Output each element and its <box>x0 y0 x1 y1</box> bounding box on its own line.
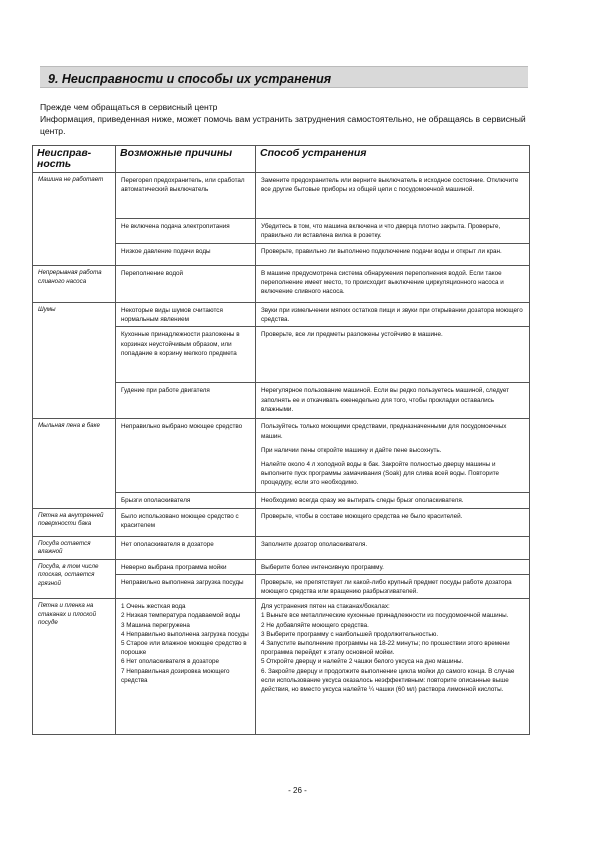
table-header-row <box>33 146 530 173</box>
solution-text: Пользуйтесь только моющими средствами, предназначенными для посудомоечных машин. <box>261 423 507 440</box>
solution-cell: В машине предусмотрена система обнаружения переполнения водой. Если такое переполнение имеет место, то происходит выключение циркуляционного насоса и включение сливного насоса. <box>256 266 530 303</box>
cause-cell: Было использовано моющее средство с красителем <box>116 508 256 536</box>
table-row <box>33 536 530 559</box>
problem-cell: Непрерывная работа сливного насоса <box>33 266 116 303</box>
cause-cell: Гудение при работе двигателя <box>116 383 256 419</box>
table-row <box>33 419 530 493</box>
table-row <box>33 303 530 327</box>
cause-cell: Неверно выбрана программа мойки <box>116 559 256 574</box>
problem-cell: Посуда, в том числе плоская, остается грязной <box>33 559 116 599</box>
cause-cell: Некоторые виды шумов считаются нормальным явлением <box>116 303 256 327</box>
header-problem: Неисправ-ность <box>33 146 116 173</box>
cause-item: 1 Очень жесткая вода <box>121 603 186 611</box>
table-row <box>33 508 530 536</box>
header-solutions: Способ устранения <box>256 146 530 173</box>
problem-cell: Пятна и пленка на стаканах и плоской посуде <box>33 599 116 735</box>
solution-cell: Нерегулярное пользование машиной. Если вы редко пользуетесь машиной, следует заполнять ее и откачивать еженедельно для того, чтобы прокладки оставались влажными. <box>256 383 530 419</box>
problem-cell: Пятна на внутренней поверхности бака <box>33 508 116 536</box>
solution-item: Для устранения пятен на стаканах/бокалах: <box>261 603 390 611</box>
cause-cell: Нет ополаскивателя в дозаторе <box>116 536 256 559</box>
cause-item: 5 Старое или влажное моющее средство в порошке <box>121 640 247 657</box>
solution-text: Налейте около 4 л холодной воды в бак. Закройте полностью дверцу машины и выполните пуск программы замачивания (Soak) для слива всей воды. Повторите процедуру, если это необходимо. <box>261 461 500 487</box>
cause-item: 6 Нет ополаскивателя в дозаторе <box>121 658 219 666</box>
intro-text <box>40 101 530 137</box>
cause-cell: Кухонные принадлежности разложены в корзинах неустойчивым образом, или попадание в корзину мелкого предмета <box>116 327 256 383</box>
table-row <box>33 599 530 735</box>
solution-item: 4 Запустите выполнение программы на 18-22 минуты; по прошествии этого времени программа перейдет к этапу основной мойки. <box>261 640 510 657</box>
solution-cell <box>256 419 530 493</box>
solution-cell: Замените предохранитель или верните выключатель в исходное состояние. Отключите все другие бытовые приборы из общей цепи с посудомоечной машиной. <box>256 173 530 219</box>
solution-cell: Убедитесь в том, что машина включена и что дверца плотно закрыта. Проверьте, правильно ли вставлена вилка в розетку. <box>256 219 530 244</box>
solution-cell: Проверьте, чтобы в составе моющего средства не было красителей. <box>256 508 530 536</box>
cause-item: 2 Низкая температура подаваемой воды <box>121 612 241 620</box>
solution-item: 2 Не добавляйте моющего средства. <box>261 621 369 629</box>
solution-cell: Проверьте, все ли предметы разложены устойчиво в машине. <box>256 327 530 383</box>
solution-item: 1 Выньте все металлические кухонные принадлежности из посудомоечной машины. <box>261 612 509 620</box>
problem-cell: Шумы <box>33 303 116 419</box>
cause-cell: Низкое давление подачи воды <box>116 244 256 266</box>
problem-cell: Посуда остается влажной <box>33 536 116 559</box>
problem-cell: Машина не работает <box>33 173 116 266</box>
solution-cell: Проверьте, правильно ли выполнено подключение подачи воды и открыт ли кран. <box>256 244 530 266</box>
section-title: 9. Неисправности и способы их устранения <box>48 72 332 86</box>
table-row <box>33 266 530 303</box>
header-causes: Возможные причины <box>116 146 256 173</box>
solution-item: 5 Откройте дверцу и налейте 2 чашки белого уксуса на дно машины. <box>261 658 464 666</box>
solution-cell: Необходимо всегда сразу же вытирать следы брызг ополаскивателя. <box>256 493 530 508</box>
cause-cell: Перегорел предохранитель, или сработал автоматический выключатель <box>116 173 256 219</box>
solution-cell: Звуки при измельчении мягких остатков пищи и звуки при открывании дозатора моющего средства. <box>256 303 530 327</box>
cause-cell: Брызги ополаскивателя <box>116 493 256 508</box>
cause-cell <box>116 599 256 735</box>
cause-cell: Не включена подача электропитания <box>116 219 256 244</box>
cause-cell: Неправильно выбрано моющее средство <box>116 419 256 493</box>
cause-cell: Переполнение водой <box>116 266 256 303</box>
page-number: - 26 - <box>288 786 307 795</box>
table-row <box>33 173 530 219</box>
cause-item: 4 Неправильно выполнена загрузка посуды <box>121 630 249 638</box>
solution-cell <box>256 599 530 735</box>
table-row <box>33 559 530 574</box>
solution-cell: Заполните дозатор ополаскивателя. <box>256 536 530 559</box>
section-header <box>40 66 528 88</box>
solution-text: При наличии пены откройте машину и дайте пене высохнуть. <box>261 446 442 454</box>
solution-cell: Выберите более интенсивную программу. <box>256 559 530 574</box>
intro-line-2: Информация, приведенная ниже, может помочь вам устранить затруднения самостоятельно, не обращаясь в сервисный центр. <box>40 114 526 136</box>
cause-item: 7 Неправильная дозировка моющего средства <box>121 667 230 684</box>
troubleshooting-table <box>32 145 530 735</box>
solution-item: 3 Выберите программу с наибольшей продолжительностью. <box>261 630 439 638</box>
solution-item: 6. Закройте дверцу и продолжите выполнение цикла мойки до самого конца. В случае если использование уксуса оказалось неэффективным: повторите описанные выше действия, но вместо уксуса налейте ¼ чашки (60 мл) раствора лимонной кислоты. <box>261 667 515 694</box>
problem-cell: Мыльная пена в баке <box>33 419 116 508</box>
solution-cell: Проверьте, не препятствует ли какой-либо крупный предмет посуды работе дозатора моющего средства или вращению разбрызгивателей. <box>256 574 530 598</box>
cause-item: 3 Машина перегружена <box>121 621 190 629</box>
cause-cell: Неправильно выполнена загрузка посуды <box>116 574 256 598</box>
intro-line-1: Прежде чем обращаться в сервисный центр <box>40 102 218 112</box>
